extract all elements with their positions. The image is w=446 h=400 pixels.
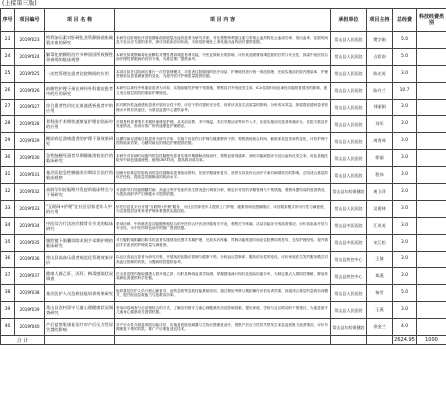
row-id: 2019f038 [15,285,45,302]
row-seq: 24 [1,48,15,65]
total-blank-name [45,336,115,345]
row-seq: 35 [1,234,15,251]
row-lead: 王燕 [367,302,393,319]
total-amount: 2624.95 [394,337,415,344]
row-seq: 37 [1,268,15,285]
row-id: 2019f037 [15,268,45,285]
row-unit: 常山县人民医院 [331,82,367,99]
row-name: 综合患者性价比在血液透析患者中的应用 [45,99,115,116]
total-blank-unit [331,336,367,345]
row-lead: 占彩南 [367,48,393,65]
row-amount: 3.0 [393,302,417,319]
row-name: 前瞻性护理干预在神经外科重症患者中的应用研究 [45,82,115,99]
row-id: 2019f027 [15,99,45,116]
row-unit: 常山县人民医院 [331,48,367,65]
row-content: 开展骨科患者围手术期快速康复护理，从术前宣教、术中保温、术后早期活动等环节入手，比较实施前后患者疼痛评分、住院天数及并发症情况，形成可推广的快速康复护理路径。 [115,116,331,133]
row-seq: 32 [1,184,15,201]
row-name: 糖尿病足溃疡患者的护理干预效果研究 [45,133,115,150]
row-seq: 30 [1,150,15,167]
row-lead: 周秀琴 [367,133,393,150]
row-category [417,302,446,319]
row-category [417,184,446,201]
table-row [1,150,446,167]
header-content: 项 目 内 容 [115,9,331,32]
row-amount: 5.0 [393,285,417,302]
row-id: 2019f024 [15,48,45,65]
header-unit: 承担单位 [331,9,367,32]
row-content: 以社区高血压患者为研究对象，开展规范化随访管理与健康干预，分析血压控制率、服药依从性的变化，评价家庭医生签约服务模式对高血压管理的效果，为慢病防控提供参考。 [115,251,331,268]
row-unit: 常山县人民医院 [331,150,367,167]
row-unit: 常山县中医医院 [331,217,367,234]
row-lead: 陈丹兰 [367,82,393,99]
row-category [417,268,446,285]
total-category: 1000 [417,336,446,345]
row-category [417,99,446,116]
row-name: 常山县农村留守儿童心理健康状况调查研究 [45,302,115,319]
row-name: 腹腔镜下胆囊切除术围手术期护理的临床研究 [45,234,115,251]
row-content: 本研究以神经外科重症患者为对象，实施前瞻性护理干预措施，观察其对并发症发生率、ICU住院时间及神经功能恢复情况的影响，建立适合基层医院的重症护理规范。 [115,82,331,99]
table-row [1,268,446,285]
row-content: 对行腹腔镜胆囊切除术的患者实施规范化围手术期护理，比较术后疼痛、胃肠功能恢复时间及住院费用的差异，总结护理经验，提升微创手术患者的护理质量与满意度。 [115,234,331,251]
row-amount: 3.0 [393,200,417,217]
row-id: 2019f025 [15,65,45,82]
row-name: 基层医护人员急救技能培训效果研究 [45,285,115,302]
table-row [1,48,446,65]
row-unit: 常山县人民医院 [331,200,367,217]
row-amount: 3.0 [393,99,417,116]
row-category [417,319,446,336]
row-id: 2019f034 [15,217,45,234]
table-row [1,319,446,336]
row-amount: 3.0 [393,150,417,167]
table-row [1,32,446,49]
row-lead: 宋江松 [367,234,393,251]
row-content: 本研究拟观察解毒化瘀颗粒对慢性肾衰竭患者肾功能、中医证候积分的影响，评价其延缓肾衰竭进展的疗效与安全性，探索中西医结合治疗慢性肾脏病的有效方案，为基层推广提供参考。 [115,48,331,65]
row-seq: 39 [1,302,15,319]
row-name: 骨科围手术期快速康复护理在临床中的应用 [45,116,115,133]
row-content: 以糖尿病足溃疡住院患者为研究对象，实施个体化伤口护理与健康教育干预，观察溃疡愈合时间、截肢率及复发率的变化，评价护理干预的临床效果，为糖尿病足的规范护理提供依据。 [115,133,331,150]
row-content: 本研究以肝硬化伴食管静脉曲张破裂出血的患者为研究对象，对比观察特利加压素与常规止血药物在止血成功率、再出血率、住院时间及不良反应方面的差异，探讨其临床应用价值，为规范肝硬化上消化道出血的治疗提供依据。 [115,32,331,49]
row-seq: 33 [1,200,15,217]
row-category [417,65,446,82]
row-content: 本项目拟在住院病区推行一次性管理模式，对患者住院期间的医疗用品、护理耗材进行统一规范管理，比较实施前后院内感染率、护理差错率及患者满意度的变化，为提升医疗护理质量提供依据。 [115,65,331,82]
row-lead: 樊学刚 [367,32,393,49]
row-amount: 5.0 [393,32,417,49]
row-category [417,32,446,49]
header-lead: 项目主持 [367,9,393,32]
row-content: 采用针刺、中药熏洗及功能锻炼相结合的中医综合疗法治疗膝骨关节炎，观察关节疼痛、活动功能评分的改善情况，评价其临床疗效与安全性，为中医药特色治疗的推广提供依据。 [115,217,331,234]
row-content: 拟对维持性血液透析患者开展综合性干预，评估干预对透析充分性、营养状况及生活质量的影响，分析成本效益，探索提高透析患者管理水平的有效途径，为基层血透中心提供参考。 [115,99,331,116]
table-row [1,200,446,217]
row-unit: 常山县人民医院 [331,302,367,319]
table-row [1,234,446,251]
row-unit: 常山县疾控中心 [331,251,367,268]
row-seq: 29 [1,133,15,150]
row-name: 中医综合疗法治疗膝骨关节炎的临床研究 [45,217,115,234]
project-table [0,8,446,345]
row-amount: 3.0 [393,116,417,133]
row-unit: 常山县疾控中心 [331,268,367,285]
row-seq: 23 [1,32,15,49]
header-seq: 序号 [1,9,15,32]
row-lead: 陈光英 [367,65,393,82]
row-unit: 常山县人民医院 [331,167,367,184]
row-amount: 3.0 [393,167,417,184]
table-row [1,184,446,201]
row-seq: 36 [1,251,15,268]
continued-note: (上接第三版) [2,0,37,7]
row-name: 急性脑梗死患者早期静脉溶栓治疗的临床研究 [45,150,115,167]
row-name: 高龄孕妇妊娠期并发症的临床特点与干预研究 [45,184,115,201]
row-name: 特利加压素对肝硬化食管静脉曲张破裂出血的研究 [45,32,115,49]
row-unit: 常山县人民医院 [331,32,367,49]
row-category [417,234,446,251]
row-unit: 常山县人民医院 [331,99,367,116]
row-id: 2019f030 [15,150,45,167]
row-name: 常山县高血压患者规范化管理效果评价 [45,251,115,268]
row-name: 基层医院急性胰腺炎早期综合治疗的临床观察 [45,167,115,184]
row-seq: 28 [1,116,15,133]
row-lead: 徐丽 [367,150,393,167]
row-category [417,200,446,217]
row-unit: 常山县人民医院 [331,65,367,82]
row-lead: 杨雪 [367,285,393,302]
row-category [417,285,446,302]
row-seq: 25 [1,65,15,82]
row-name: 产后盆底肌康复治疗对产后压力性尿失禁的影响 [45,319,115,336]
header-name: 项 目 名 称 [45,9,115,32]
row-id: 2019f028 [15,116,45,133]
total-label: 合 计 [1,336,45,345]
row-seq: 27 [1,99,15,116]
row-amount: 10.7 [393,82,417,99]
row-content: 对高龄孕妇妊娠期糖尿病、高血压等并发症的发生情况进行调查分析，制定针对性的孕期管理与干预措施，观察母婴结局的改善情况，为提高高龄孕产妇保健水平提供依据。 [115,184,331,201]
table-row [1,302,446,319]
row-amount: 3.0 [393,251,417,268]
row-unit: 常山县人民医院 [331,285,367,302]
table-row [1,116,446,133]
header-id: 项目编号 [15,9,45,32]
row-name: 解毒化瘀颗粒治疗多种原因所致慢性肾衰竭的临床观察 [45,48,115,65]
table-row [1,99,446,116]
row-lead: 程伟 [367,167,393,184]
row-content: 回顾分析基层医院收治的急性胰腺炎患者临床资料，比较早期液体复苏、营养支持及综合治疗方案对病情转归的影响，总结适合基层的诊疗经验，提高急性胰腺炎的救治水平。 [115,167,331,184]
row-lead: 刘丽娟 [367,99,393,116]
row-amount: 3.0 [393,184,417,201]
row-category [417,116,446,133]
row-lead: 郑燕 [367,268,393,285]
total-blank-content [115,336,331,345]
row-id: 2019f039 [15,302,45,319]
table-body [1,32,446,336]
row-id: 2019f035 [15,234,45,251]
row-content: 本研究对发病时间窗内的急性脑梗死患者实施早期静脉溶栓治疗，观察血管再通率、神经功能缺损评分及出血转化发生率，优化县级医院卒中绿色通道流程，缩短DNT时间，提高救治成功率。 [115,150,331,167]
row-amount: 3.0 [393,65,417,82]
row-amount: 4.0 [393,319,417,336]
table-row [1,65,446,82]
row-lead: 王倩 [367,251,393,268]
row-unit: 常山县中医医院 [331,234,367,251]
row-category [417,133,446,150]
row-category [417,150,446,167]
row-seq: 40 [1,319,15,336]
total-row [1,336,446,345]
row-lead: 吴建林 [367,200,393,217]
table-row [1,167,446,184]
row-amount: 3.0 [393,234,417,251]
row-lead: 江凤英 [367,217,393,234]
row-id: 2019f033 [15,200,45,217]
row-category [417,251,446,268]
row-content: 采用问卷调查与访谈相结合的方式，了解农村留守儿童心理健康状况及影响因素，提出家庭、学校与社区联动的干预建议，为促进留守儿童身心健康成长提供依据。 [115,302,331,319]
table-row [1,251,446,268]
header-row [1,9,446,32]
table-row [1,82,446,99]
row-name: 一次性管理在患者住院期间的应用 [45,65,115,82]
table-row [1,133,446,150]
row-unit: 常山县人民医院 [331,133,367,150]
row-lead: 刘军 [367,116,393,133]
row-category [417,167,446,184]
row-id: 2019f040 [15,319,45,336]
row-content: 对产后女性开展盆底肌功能评估，实施盆底肌电刺激与生物反馈康复治疗，观察产后压力性尿失禁发生率及盆底肌力改善情况，评价早期康复干预的效果，推广产后康复适宜技术。 [115,319,331,336]
row-seq: 38 [1,285,15,302]
header-category: 科技经费类别 [417,9,446,32]
row-lead: 黄卫萍 [367,184,393,201]
row-amount: 3.0 [393,217,417,234]
row-unit: 常山县人民医院 [331,116,367,133]
row-id: 2019f029 [15,133,45,150]
table-row [1,217,446,234]
total-blank-lead [367,336,393,345]
row-amount: 3.0 [393,268,417,285]
row-unit: 常山县妇幼保健院 [331,184,367,201]
row-amount: 5.0 [393,48,417,65]
row-seq: 26 [1,82,15,99]
header-amount: 总经费 [393,9,417,32]
row-id: 2019f032 [15,184,45,201]
row-id: 2019f023 [15,32,45,49]
row-category [417,48,446,65]
row-content: 依托信息化平台开展"互联网+护理"服务，为社区居家老年人提供上门护理、健康咨询及慢病随访，评估服务模式的可行性与满意度，为完善基层居家养老护理体系提供实践经验。 [115,200,331,217]
row-category [417,217,446,234]
table-row [1,285,446,302]
row-id: 2019f036 [15,251,45,268]
row-category [417,82,446,99]
row-name: 健康人群乙肝、丙肝、梅毒感染状况调查 [45,268,115,285]
row-name: "互联网+护理"在社区居家老年人中的应用 [45,200,115,217]
row-id: 2019f031 [15,167,45,184]
row-id: 2019f026 [15,82,45,99]
row-lead: 余金兰 [367,319,393,336]
row-seq: 31 [1,167,15,184]
row-unit: 常山县妇幼保健院 [331,319,367,336]
row-seq: 34 [1,217,15,234]
row-content: 在全县范围内抽取健康人群开展乙肝、丙肝及梅毒血清学检测，掌握感染流行现状及危险因素分布，为制定重点人群防控策略、降低传染病危害提供科学依据。 [115,268,331,285]
row-content: 组织基层医护人员开展心肺复苏、创伤急救等急救技能系统培训，通过理论考核与模拟操作评估培训效果，探索适合基层的急救培训模式，提升院前急救能力与抢救成功率。 [115,285,331,302]
row-amount: 3.0 [393,133,417,150]
